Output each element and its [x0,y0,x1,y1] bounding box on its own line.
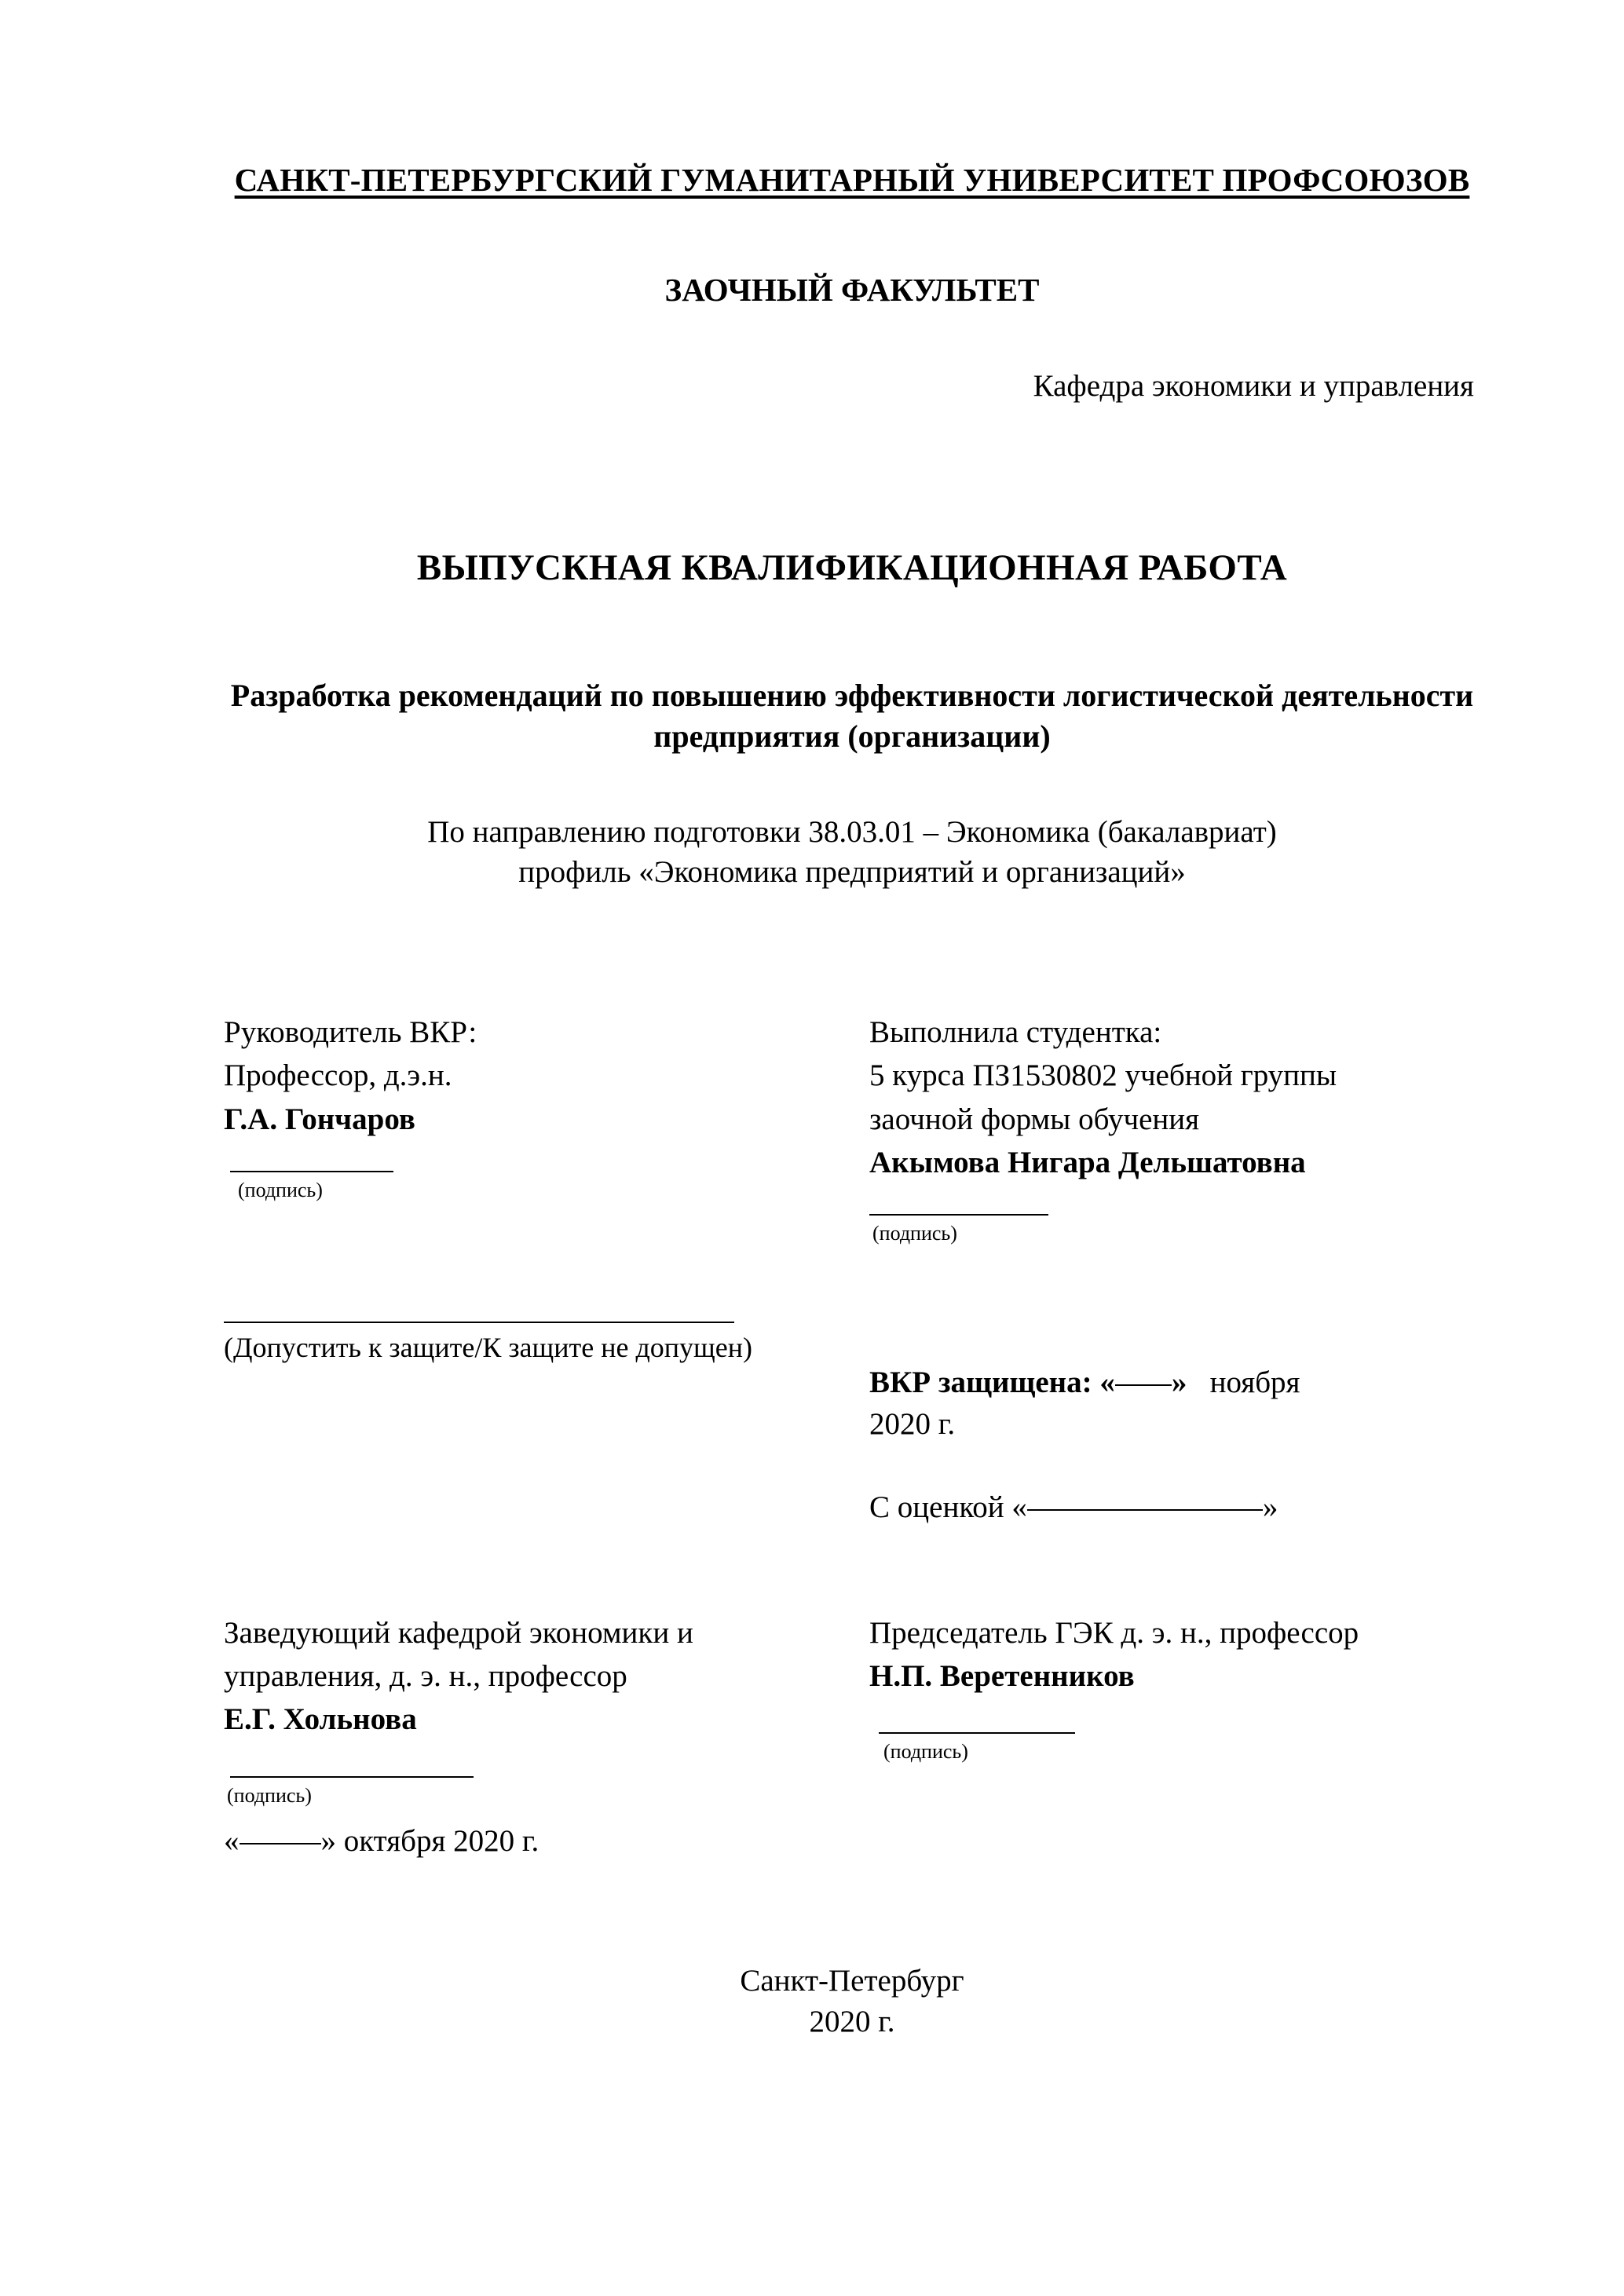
admission-caption: (Допустить к защите/К защите не допущен) [224,1332,753,1364]
footer-city: Санкт-Петербург [740,1963,964,1998]
chair-date-suffix: » октября 2020 г. [320,1823,540,1858]
chair-signature-caption: (подпись) [227,1783,312,1807]
program-profile: профиль «Экономика предприятий и организаций» [518,855,1186,890]
chair-name: Е.Г. Хольнова [224,1702,417,1737]
student-name: Акымова Нигара Дельшатовна [869,1146,1306,1180]
gek-chair-signature-line [879,1732,1075,1734]
faculty-name: ЗАОЧНЫЙ ФАКУЛЬТЕТ [664,272,1040,308]
student-course-group: 5 курса ПЗ1530802 учебной группы [869,1058,1337,1093]
student-block [852,1011,1480,1525]
mark-label: С оценкой « [869,1490,1027,1524]
university-name: САНКТ-ПЕТЕРБУРГСКИЙ ГУМАНИТАРНЫЙ УНИВЕРСИТЕТ ПРОФСОЮЗОВ [234,162,1470,198]
defense-block [869,1362,1480,1445]
program-info [224,812,1480,893]
signatures-top-row [224,1011,1480,1525]
defense-year: 2020 г. [869,1407,956,1442]
mark-blank [1027,1509,1263,1511]
supervisor-role: Руководитель ВКР: [224,1015,477,1049]
document-footer [224,1961,1480,2043]
supervisor-signature-line [230,1171,393,1172]
chair-signature-line [230,1776,474,1778]
supervisor-signature-caption: (подпись) [238,1179,323,1202]
student-form: заочной формы обучения [869,1102,1200,1136]
defense-quote-open: « [1099,1366,1115,1400]
student-signature-line [869,1214,1048,1216]
supervisor-rank: Профессор, д.э.н. [224,1058,452,1093]
chair-date-blank [240,1843,321,1844]
defense-label: ВКР защищена: [869,1366,1092,1400]
supervisor-name: Г.А. Гончаров [224,1102,415,1136]
student-role: Выполнила студентка: [869,1015,1162,1049]
chair-date-prefix: « [224,1823,240,1858]
chair-line1: Заведующий кафедрой экономики и [224,1615,693,1650]
gek-chair-name: Н.П. Веретенников [869,1658,1135,1693]
thesis-title: Разработка рекомендаций по повышению эффективности логистической деятельности предприятия (организации) [230,678,1474,754]
signatures-bottom-row [224,1611,1480,1859]
defense-quote-close: » [1171,1366,1187,1400]
gek-chair-line1: Председатель ГЭК д. э. н., профессор [869,1615,1359,1650]
defense-month: ноября [1209,1366,1300,1400]
department-name: Кафедра экономики и управления [1033,369,1474,403]
mark-quote-close: » [1262,1490,1278,1524]
gek-chair-block [852,1611,1480,1859]
gek-chair-signature-caption: (подпись) [883,1740,968,1764]
footer-year: 2020 г. [809,2005,895,2039]
chair-date [224,1823,821,1859]
work-type-heading: ВЫПУСКНАЯ КВАЛИФИКАЦИОННАЯ РАБОТА [416,547,1288,588]
defense-day-blank [1115,1384,1172,1386]
supervisor-block [224,1011,852,1525]
student-signature-caption: (подпись) [872,1222,957,1245]
program-direction: По направлению подготовки 38.03.01 – Экономика (бакалавриат) [427,815,1277,849]
chair-block [224,1611,852,1859]
mark-block [869,1490,1480,1525]
document-content [224,0,1480,2043]
admission-signature-line [224,1322,734,1323]
chair-line2: управления, д. э. н., профессор [224,1658,627,1693]
